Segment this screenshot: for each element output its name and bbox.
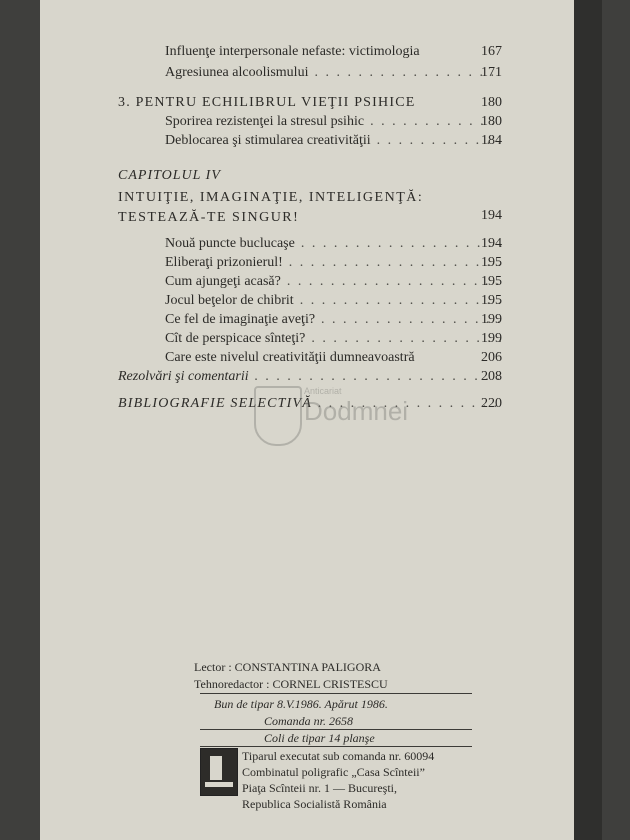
divider [200, 693, 472, 694]
toc-entry-page [481, 44, 502, 64]
colophon-tehnoredactor: Tehnoredactor : CORNEL CRISTESCU [194, 677, 388, 691]
toc-page-number: 199 [481, 331, 502, 346]
leader-dots [287, 274, 502, 290]
toc-sub-entry [165, 331, 508, 351]
toc-page-number: 199 [481, 312, 502, 327]
page-edge-shadow [574, 0, 602, 840]
colophon-order: Comanda nr. 2658 [264, 714, 354, 728]
toc-sub-entry [165, 236, 508, 256]
toc-page-number: 220 [481, 396, 502, 411]
toc-entry-page [481, 396, 502, 416]
chapter-title-line: TESTEAZĂ-TE SINGUR! [118, 210, 300, 225]
toc-entry-page [481, 274, 502, 294]
toc-entry [165, 44, 507, 64]
chapter-label: CAPITOLUL IV [118, 168, 221, 183]
toc-entry [165, 114, 508, 134]
colophon-lector: Lector : CONSTANTINA PALIGORA [194, 660, 381, 674]
toc-page-number: 194 [481, 236, 502, 251]
toc-sub-entry [165, 350, 475, 370]
toc-page-number: 206 [481, 350, 502, 365]
leader-dots [289, 255, 502, 271]
printer-line: Republica Socialistă România [242, 797, 387, 811]
leader-dots [314, 65, 502, 81]
watermark [234, 378, 444, 460]
logo-tower [210, 756, 222, 780]
watermark-small-text: Anticariat [304, 386, 342, 396]
printer-line: Tiparul executat sub comanda nr. 60094 [242, 749, 435, 763]
toc-page-number: 167 [481, 44, 502, 59]
toc-entry [165, 133, 508, 153]
toc-page-number: 208 [481, 369, 502, 384]
shield-icon [254, 386, 302, 446]
toc-entry-label: 3. PENTRU ECHILIBRUL VIEŢII PSIHICE [118, 95, 416, 110]
toc-entry-label: Deblocarea şi stimularea creativităţii [165, 133, 371, 148]
leader-dots [311, 331, 502, 347]
toc-entry-label: Agresiunea alcoolismului [165, 65, 309, 80]
toc-page-number: 180 [481, 95, 502, 110]
toc-page-number: 195 [481, 293, 502, 308]
toc-entry-page [481, 369, 502, 389]
leader-dots [300, 293, 502, 309]
toc-entry-label: Eliberaţi prizonierul! [165, 255, 283, 270]
toc-sub-entry [165, 255, 508, 275]
toc-entry-page [481, 331, 502, 351]
toc-entry-page [481, 65, 502, 85]
printer-line: Piaţa Scînteii nr. 1 — Bucureşti, [242, 781, 397, 795]
toc-entry-page [481, 133, 502, 153]
toc-entry-label: Influenţe interpersonale nefaste: victimologia [165, 44, 420, 59]
toc-entry-label: Jocul beţelor de chibrit [165, 293, 294, 308]
logo-base [205, 782, 233, 787]
toc-entry-page [481, 312, 502, 332]
colophon-print-dates: Bun de tipar 8.V.1986. Apărut 1986. [214, 697, 388, 711]
toc-entry-label: Care este nivelul creativităţii dumneavoastră [165, 350, 415, 365]
chapter-title-line: INTUIŢIE, IMAGINAŢIE, INTELIGENŢĂ: [118, 190, 424, 205]
toc-sub-entry [165, 293, 508, 313]
toc-entry-label: Cît de perspicace sînteţi? [165, 331, 306, 346]
toc-entry-label: Cum ajungeţi acasă? [165, 274, 281, 289]
printer-line: Combinatul poligrafic „Casa Scînteii” [242, 765, 425, 779]
leader-dots [321, 312, 502, 328]
toc-page-number: 184 [481, 133, 502, 148]
watermark-text: Dodmnei [304, 396, 409, 426]
book-page [40, 0, 602, 840]
divider [200, 746, 472, 747]
toc-entry-page [481, 255, 502, 275]
toc-entry-label: Rezolvări şi comentarii [118, 369, 249, 384]
toc-sub-entry [165, 312, 508, 332]
toc-entry-page [481, 350, 502, 370]
publisher-logo-icon [200, 748, 238, 796]
leader-dots [301, 236, 502, 252]
divider [200, 729, 472, 730]
toc-page-number: 195 [481, 274, 502, 289]
chapter-page-number: 194 [481, 208, 502, 223]
toc-entry-label: Sporirea rezistenţei la stresul psihic [165, 114, 365, 129]
toc-sub-entry [165, 274, 508, 294]
toc-entry-page [481, 95, 502, 115]
toc-entry-label: Nouă puncte buclucaşe [165, 236, 295, 251]
toc-page-number: 180 [481, 114, 502, 129]
toc-entry-label: Ce fel de imaginaţie aveţi? [165, 312, 316, 327]
toc-entry-page [481, 114, 502, 134]
toc-entry [165, 65, 508, 85]
toc-entry-page [481, 293, 502, 313]
toc-page-number: 171 [481, 65, 502, 80]
chapter-title [118, 188, 423, 228]
toc-entry-label: BIBLIOGRAFIE SELECTIVĂ [118, 396, 312, 411]
toc-section-heading [118, 95, 416, 115]
toc-page-number: 195 [481, 255, 502, 270]
toc-entry-page [481, 236, 502, 256]
colophon-sheets: Coli de tipar 14 planşe [264, 731, 375, 745]
